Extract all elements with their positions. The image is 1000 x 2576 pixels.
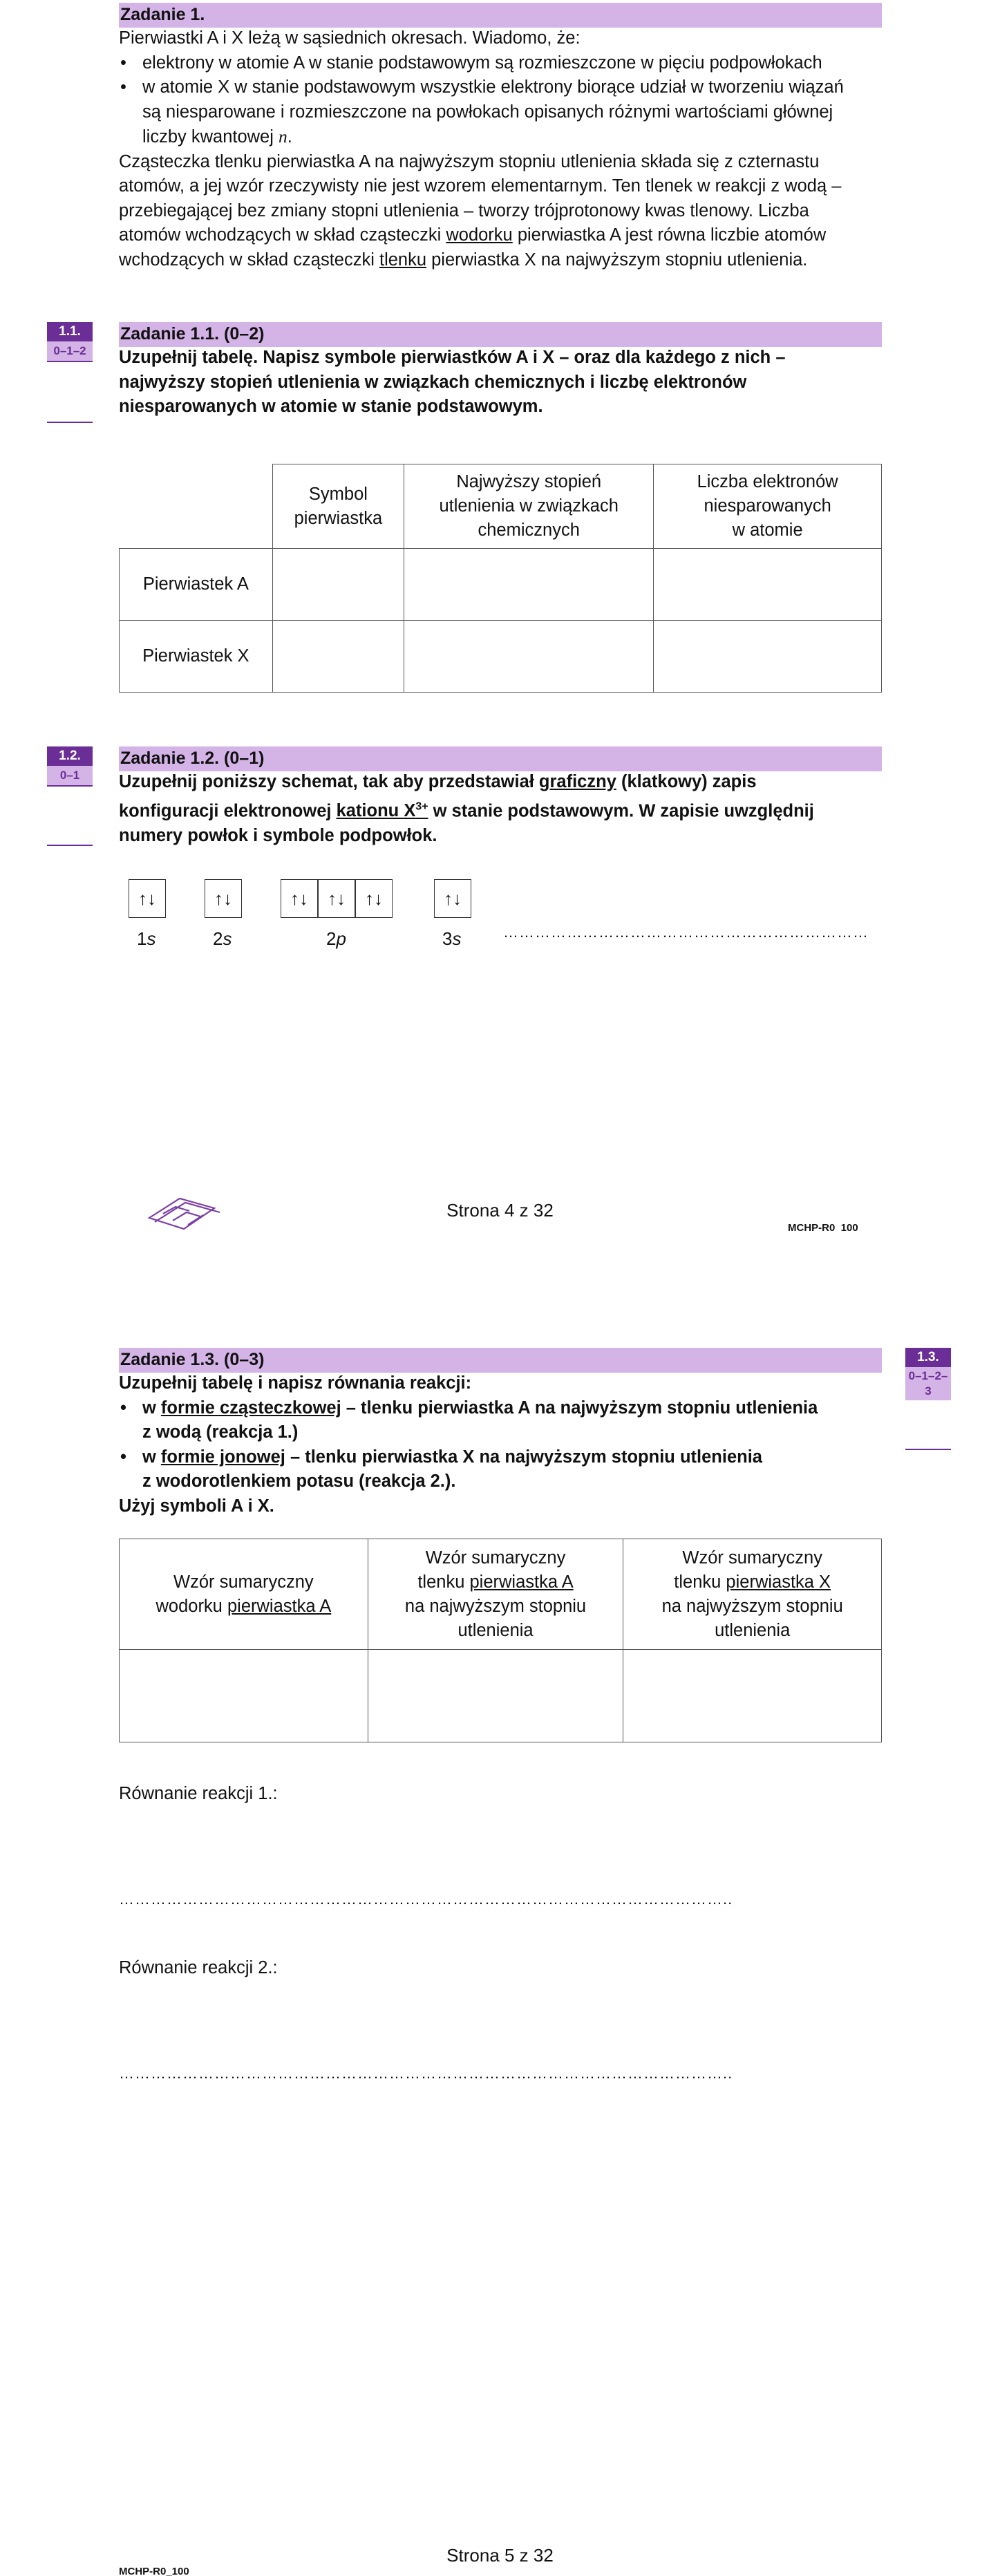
task11-table <box>119 464 882 693</box>
task11-cell-x-symbol[interactable] <box>272 621 404 693</box>
orbital-box-1s: ↑↓ <box>129 879 166 918</box>
task11-cell-a-symbol[interactable] <box>272 549 404 621</box>
task13-table <box>119 1539 882 1742</box>
equation-2-label: Równanie reakcji 2.: <box>119 1958 278 1977</box>
task13-cell-oxide-a[interactable] <box>368 1650 623 1742</box>
task13-col-oxide-a: Wzór sumaryczny tlenku pierwiastka A na najwyższym stopniu utlenienia <box>368 1539 623 1650</box>
task11-cell-x-unpaired[interactable] <box>654 621 882 693</box>
task13-score-line <box>905 1449 951 1450</box>
orbital-box-2p-2: ↑↓ <box>318 879 355 918</box>
task13-cell-hydride[interactable] <box>120 1650 368 1742</box>
task13-bullet-2: • w formie jonowej – tlenku pierwiastka X na najwyższym stopniu utlenienia z wodorotlenkiem potasu (reakcja 2.). <box>119 1445 886 1494</box>
task13-col-hydride: Wzór sumaryczny wodorku pierwiastka A <box>120 1539 368 1650</box>
task13-bullet-1: • w formie cząsteczkowej – tlenku pierwiastka A na najwyższym stopniu utlenienia z wodą (reakcja 1.) <box>119 1396 886 1445</box>
task1-header: Zadanie 1. <box>119 3 882 28</box>
task1-intro: Pierwiastki A i X leżą w sąsiednich okresach. Wiadomo, że: <box>119 28 581 48</box>
task12-answer-line[interactable]: …………………………………………………………… <box>503 923 869 941</box>
task11-row-x <box>120 621 882 693</box>
label-2s: 2s <box>213 928 232 949</box>
task13-answer-row <box>120 1650 882 1742</box>
label-1s: 1s <box>137 928 156 949</box>
orbital-box-3s: ↑↓ <box>434 879 471 918</box>
task13-col-oxide-x: Wzór sumaryczny tlenku pierwiastka X na najwyższym stopniu utlenienia <box>623 1539 882 1650</box>
page4-footer: Strona 4 z 32 <box>446 1200 554 1221</box>
task11-score-badge: 1.1. 0–1–2 <box>47 322 93 362</box>
label-2p: 2p <box>326 928 346 949</box>
task11-header: Zadanie 1.1. (0–2) <box>119 322 882 347</box>
task1-body: Pierwiastki A i X leżą w sąsiednich okresach. Wiadomo, że: • elektrony w atomie A w stanie podstawowym są rozmieszczone w pięciu podpowłokach • w atomie X w stanie podstawowym wszystkie elektrony biorące udział w tworzeniu wiązań są niesparowane i rozmieszczone na powłokach opisanych różnymi wartościami głównej liczby kwantowej n. Cząsteczka tlenku pierwiastka A na najwyższym stopniu utlenienia składa się z czternastu atomów, a jej wzór rzeczywisty nie jest wzorem elementarnym. Ten tlenek w reakcji z wodą – przebiegającej bez zmiany stopni utlenienia – tworzy trójprotonowy kwas tlenowy. Liczba atomów wchodzących w skład cząsteczki wodorku pierwiastka A jest równa liczbie atomów wchodzących w skład cząsteczki tlenku pierwiastka X na najwyższym stopniu utlenienia. <box>119 26 886 272</box>
equation-2-answer-line[interactable]: …………………………………………………………………………………………………….. <box>119 2065 733 2082</box>
orbital-box-2s: ↑↓ <box>205 879 242 918</box>
orbital-box-2p-1: ↑↓ <box>281 879 318 918</box>
task13-header: Zadanie 1.3. (0–3) <box>119 1348 882 1373</box>
equation-1-answer-line[interactable]: …………………………………………………………………………………………………….. <box>119 1890 733 1908</box>
page5-footer: Strona 5 z 32 <box>446 2545 554 2566</box>
page5-code: MCHP-R0_100 <box>119 2566 189 2576</box>
task11-cell-x-oxidation[interactable] <box>404 621 654 693</box>
task11-col-oxidation: Najwyższy stopień utlenienia w związkach chemicznych <box>404 464 654 549</box>
task1-bullet-2: • w atomie X w stanie podstawowym wszystkie elektrony biorące udział w tworzeniu wiązań są niesparowane i rozmieszczone na powłokach opisanych różnymi wartościami głównej liczby kwantowej n. <box>119 75 886 150</box>
task1-bullet-1: • elektrony w atomie A w stanie podstawowym są rozmieszczone w pięciu podpowłokach <box>119 51 886 76</box>
equation-1-label: Równanie reakcji 1.: <box>119 1784 278 1803</box>
task11-col-symbol: Symbol pierwiastka <box>272 464 404 549</box>
task12-score-badge: 1.2. 0–1 <box>47 746 93 787</box>
task13-table-header-row <box>120 1539 882 1650</box>
label-3s: 3s <box>442 928 462 949</box>
task11-col-unpaired: Liczba elektronów niesparowanych w atomie <box>654 464 882 549</box>
task12-header: Zadanie 1.2. (0–1) <box>119 746 882 771</box>
task11-cell-a-unpaired[interactable] <box>654 549 882 621</box>
task11-row-a-label: Pierwiastek A <box>120 549 273 621</box>
page4-code: MCHP-R0_100 <box>788 1222 858 1232</box>
task11-row-x-label: Pierwiastek X <box>120 621 273 693</box>
orbital-box-2p-3: ↑↓ <box>355 879 393 918</box>
task11-cell-a-oxidation[interactable] <box>404 549 654 621</box>
task13-cell-oxide-x[interactable] <box>623 1650 882 1742</box>
task1-bullets <box>119 51 886 150</box>
task11-row-a <box>120 549 882 621</box>
task12-instruction: Uzupełnij poniższy schemat, tak aby przedstawiał graficzny (klatkowy) zapis konfiguracji elektronowej kationu $X^{3+}$ w stanie podstawowym. W zapisie uwzględnij numery powłok i symbole podpowłok. <box>119 772 814 845</box>
task13-score-badge: 1.3. 0–1–2– 3 <box>905 1348 951 1400</box>
task11-instruction: Uzupełnij tabelę. Napisz symbole pierwiastków A i X – oraz dla każdego z nich – najwyższy stopień utlenienia w związkach chemicznych i liczbę elektronów niesparowanych w atomie w stanie podstawowym. <box>119 348 786 416</box>
task11-table-corner <box>120 464 273 549</box>
task13-instruction: Uzupełnij tabelę i napisz równania reakcji: • w formie cząsteczkowej – tlenku pierwiastka A na najwyższym stopniu utlenienia z wodą (reakcja 1.) • w formie jonowej – tlenku pierwiastka X na najwyższym stopniu utlenienia z wodorotlenkiem potasu (reakcja 2.). Użyj symboli A i X. <box>119 1371 886 1519</box>
task11-table-header-row <box>120 464 882 549</box>
task11-score-line <box>47 422 93 423</box>
task12-score-line <box>47 845 93 846</box>
